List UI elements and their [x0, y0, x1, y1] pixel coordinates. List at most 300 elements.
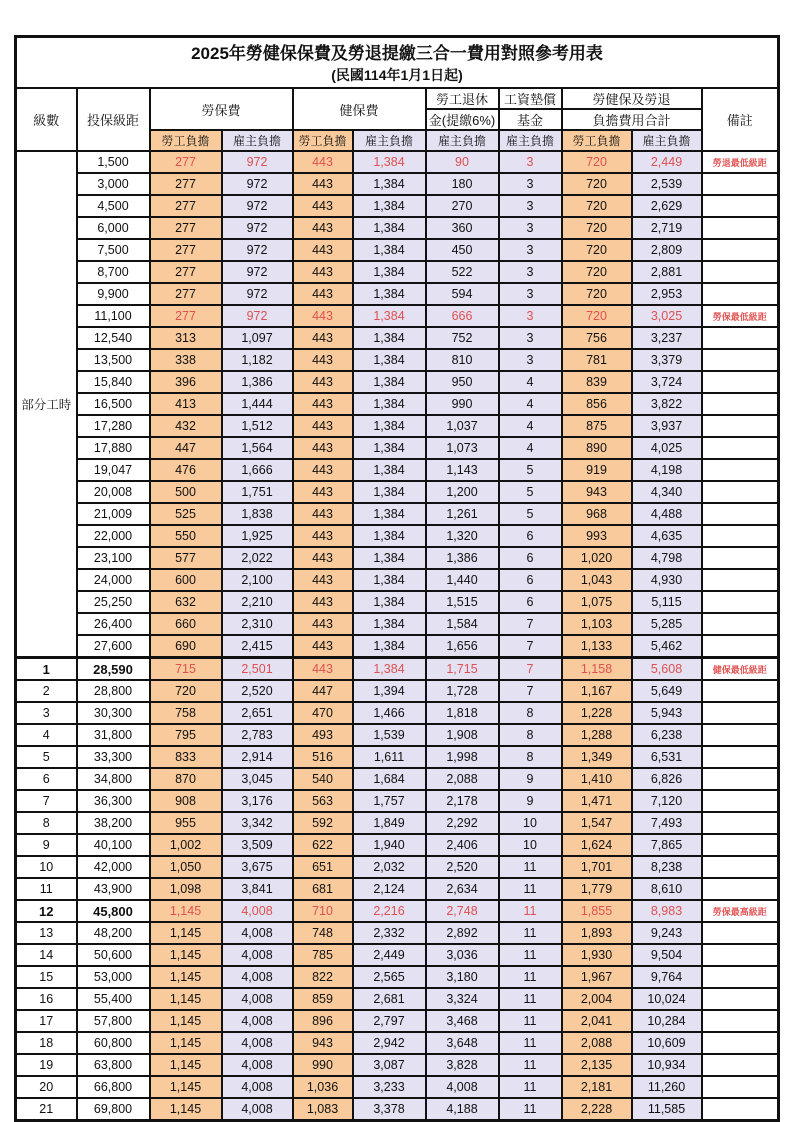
value-cell: 3,176: [222, 790, 293, 812]
bracket-cell: 1,500: [77, 151, 150, 173]
subheader-health-employee: 勞工負擔: [293, 130, 353, 151]
note-cell: [702, 635, 779, 658]
value-cell: 4,008: [222, 1098, 293, 1121]
value-cell: 338: [150, 349, 222, 371]
value-cell: 3,675: [222, 856, 293, 878]
value-cell: 2,539: [632, 173, 702, 195]
value-cell: 516: [293, 746, 353, 768]
value-cell: 990: [426, 393, 499, 415]
value-cell: 6: [499, 569, 562, 591]
bracket-cell: 17,880: [77, 437, 150, 459]
bracket-cell: 11,100: [77, 305, 150, 327]
value-cell: 2,449: [353, 944, 426, 966]
value-cell: 3: [499, 349, 562, 371]
value-cell: 810: [426, 349, 499, 371]
value-cell: 1,656: [426, 635, 499, 658]
header-level: 級數: [16, 88, 77, 151]
value-cell: 1,701: [562, 856, 632, 878]
value-cell: 972: [222, 217, 293, 239]
value-cell: 720: [562, 217, 632, 239]
value-cell: 720: [562, 173, 632, 195]
value-cell: 11: [499, 1076, 562, 1098]
value-cell: 443: [293, 437, 353, 459]
value-cell: 432: [150, 415, 222, 437]
value-cell: 4,008: [222, 988, 293, 1010]
value-cell: 10,024: [632, 988, 702, 1010]
value-cell: 2,032: [353, 856, 426, 878]
bracket-cell: 6,000: [77, 217, 150, 239]
value-cell: 1,384: [353, 459, 426, 481]
table-row: [16, 283, 779, 305]
value-cell: 870: [150, 768, 222, 790]
value-cell: 972: [222, 305, 293, 327]
value-cell: 11,260: [632, 1076, 702, 1098]
value-cell: 2,892: [426, 922, 499, 944]
value-cell: 522: [426, 261, 499, 283]
bracket-cell: 31,800: [77, 724, 150, 746]
value-cell: 1,384: [353, 658, 426, 681]
value-cell: 1,779: [562, 878, 632, 900]
value-cell: 715: [150, 658, 222, 681]
value-cell: 1,998: [426, 746, 499, 768]
value-cell: 1,666: [222, 459, 293, 481]
bracket-cell: 48,200: [77, 922, 150, 944]
subheader-pension-employer: 雇主負擔: [426, 130, 499, 151]
header-bracket: 投保級距: [77, 88, 150, 151]
value-cell: 3,025: [632, 305, 702, 327]
value-cell: 1,818: [426, 702, 499, 724]
value-cell: 3,841: [222, 878, 293, 900]
bracket-cell: 50,600: [77, 944, 150, 966]
value-cell: 1,539: [353, 724, 426, 746]
value-cell: 4,008: [222, 1032, 293, 1054]
value-cell: 2,310: [222, 613, 293, 635]
value-cell: 3,180: [426, 966, 499, 988]
value-cell: 2,181: [562, 1076, 632, 1098]
value-cell: 4,008: [222, 1054, 293, 1076]
value-cell: 180: [426, 173, 499, 195]
value-cell: 651: [293, 856, 353, 878]
value-cell: 720: [562, 151, 632, 173]
note-cell: [702, 415, 779, 437]
value-cell: 833: [150, 746, 222, 768]
value-cell: 943: [562, 481, 632, 503]
value-cell: 666: [426, 305, 499, 327]
bracket-cell: 42,000: [77, 856, 150, 878]
value-cell: 1,384: [353, 217, 426, 239]
value-cell: 3: [499, 261, 562, 283]
note-cell: [702, 239, 779, 261]
bracket-cell: 15,840: [77, 371, 150, 393]
value-cell: 1,728: [426, 680, 499, 702]
value-cell: 10: [499, 834, 562, 856]
value-cell: 2,210: [222, 591, 293, 613]
level-cell: 2: [16, 680, 77, 702]
bracket-cell: 55,400: [77, 988, 150, 1010]
value-cell: 7,493: [632, 812, 702, 834]
value-cell: 3,045: [222, 768, 293, 790]
value-cell: 720: [562, 195, 632, 217]
value-cell: 2,501: [222, 658, 293, 681]
value-cell: 2,292: [426, 812, 499, 834]
value-cell: 4,025: [632, 437, 702, 459]
value-cell: 1,145: [150, 988, 222, 1010]
header-pension-line1: 勞工退休: [426, 88, 499, 109]
bracket-cell: 8,700: [77, 261, 150, 283]
note-cell: [702, 1032, 779, 1054]
value-cell: 1,384: [353, 173, 426, 195]
value-cell: 993: [562, 525, 632, 547]
value-cell: 500: [150, 481, 222, 503]
value-cell: 1,715: [426, 658, 499, 681]
value-cell: 972: [222, 195, 293, 217]
value-cell: 3: [499, 217, 562, 239]
value-cell: 752: [426, 327, 499, 349]
value-cell: 7: [499, 658, 562, 681]
value-cell: 443: [293, 305, 353, 327]
value-cell: 540: [293, 768, 353, 790]
value-cell: 1,967: [562, 966, 632, 988]
value-cell: 1,145: [150, 1076, 222, 1098]
value-cell: 1,611: [353, 746, 426, 768]
note-cell: 勞保最低級距: [702, 305, 779, 327]
bracket-cell: 28,800: [77, 680, 150, 702]
note-cell: [702, 768, 779, 790]
header-total-line1: 勞健保及勞退: [562, 88, 702, 109]
value-cell: 1,384: [353, 613, 426, 635]
value-cell: 681: [293, 878, 353, 900]
value-cell: 632: [150, 591, 222, 613]
note-cell: [702, 878, 779, 900]
bracket-cell: 3,000: [77, 173, 150, 195]
value-cell: 5,608: [632, 658, 702, 681]
level-cell: 7: [16, 790, 77, 812]
value-cell: 443: [293, 217, 353, 239]
table-row: [16, 1010, 779, 1032]
value-cell: 3: [499, 195, 562, 217]
value-cell: 10,284: [632, 1010, 702, 1032]
value-cell: 3,233: [353, 1076, 426, 1098]
value-cell: 2,449: [632, 151, 702, 173]
table-row: [16, 768, 779, 790]
note-cell: [702, 944, 779, 966]
value-cell: 1,349: [562, 746, 632, 768]
value-cell: 5: [499, 481, 562, 503]
value-cell: 11: [499, 1010, 562, 1032]
value-cell: 9,504: [632, 944, 702, 966]
value-cell: 1,547: [562, 812, 632, 834]
value-cell: 3,648: [426, 1032, 499, 1054]
value-cell: 2,942: [353, 1032, 426, 1054]
value-cell: 525: [150, 503, 222, 525]
value-cell: 470: [293, 702, 353, 724]
value-cell: 943: [293, 1032, 353, 1054]
value-cell: 3: [499, 305, 562, 327]
note-cell: [702, 217, 779, 239]
value-cell: 1,145: [150, 1054, 222, 1076]
value-cell: 1,384: [353, 195, 426, 217]
bracket-cell: 4,500: [77, 195, 150, 217]
value-cell: 2,406: [426, 834, 499, 856]
value-cell: 3: [499, 173, 562, 195]
value-cell: 3,342: [222, 812, 293, 834]
note-cell: [702, 547, 779, 569]
bracket-cell: 12,540: [77, 327, 150, 349]
subheader-total-employee: 勞工負擔: [562, 130, 632, 151]
value-cell: 11: [499, 922, 562, 944]
note-cell: [702, 724, 779, 746]
table-row: [16, 635, 779, 658]
table-row: [16, 856, 779, 878]
value-cell: 2,629: [632, 195, 702, 217]
value-cell: 720: [562, 283, 632, 305]
value-cell: 968: [562, 503, 632, 525]
value-cell: 1,893: [562, 922, 632, 944]
page-subtitle: (民國114年1月1日起): [331, 67, 463, 84]
value-cell: 550: [150, 525, 222, 547]
part-time-group-cell: 部分工時: [16, 151, 77, 658]
value-cell: 1,384: [353, 349, 426, 371]
note-cell: [702, 437, 779, 459]
value-cell: 443: [293, 658, 353, 681]
value-cell: 11: [499, 1098, 562, 1121]
header-pension-line2: 金(提繳6%): [426, 109, 499, 130]
note-cell: [702, 283, 779, 305]
bracket-cell: 60,800: [77, 1032, 150, 1054]
value-cell: 11: [499, 988, 562, 1010]
table-row: [16, 327, 779, 349]
value-cell: 443: [293, 151, 353, 173]
value-cell: 1,133: [562, 635, 632, 658]
table-row: [16, 547, 779, 569]
bracket-cell: 13,500: [77, 349, 150, 371]
value-cell: 450: [426, 239, 499, 261]
bracket-cell: 40,100: [77, 834, 150, 856]
value-cell: 6: [499, 591, 562, 613]
subheader-labor-employee: 勞工負擔: [150, 130, 222, 151]
value-cell: 720: [562, 261, 632, 283]
note-cell: [702, 922, 779, 944]
value-cell: 4,340: [632, 481, 702, 503]
value-cell: 5,115: [632, 591, 702, 613]
value-cell: 11: [499, 944, 562, 966]
header-labor-insurance: 勞保費: [150, 88, 293, 130]
table-row: [16, 613, 779, 635]
value-cell: 1,098: [150, 878, 222, 900]
value-cell: 1,037: [426, 415, 499, 437]
value-cell: 6,531: [632, 746, 702, 768]
bracket-cell: 28,590: [77, 658, 150, 681]
value-cell: 277: [150, 239, 222, 261]
bracket-cell: 45,800: [77, 900, 150, 922]
value-cell: 1,564: [222, 437, 293, 459]
value-cell: 990: [293, 1054, 353, 1076]
subheader-total-employer: 雇主負擔: [632, 130, 702, 151]
value-cell: 3: [499, 239, 562, 261]
value-cell: 908: [150, 790, 222, 812]
value-cell: 443: [293, 327, 353, 349]
note-cell: [702, 327, 779, 349]
table-row: [16, 569, 779, 591]
value-cell: 2,719: [632, 217, 702, 239]
value-cell: 277: [150, 151, 222, 173]
value-cell: 277: [150, 195, 222, 217]
value-cell: 1,384: [353, 371, 426, 393]
value-cell: 1,288: [562, 724, 632, 746]
value-cell: 4,798: [632, 547, 702, 569]
note-cell: [702, 503, 779, 525]
value-cell: 3,468: [426, 1010, 499, 1032]
table-row: [16, 702, 779, 724]
table-row: [16, 944, 779, 966]
value-cell: 443: [293, 239, 353, 261]
header-health-insurance: 健保費: [293, 88, 426, 130]
value-cell: 720: [150, 680, 222, 702]
value-cell: 1,200: [426, 481, 499, 503]
note-cell: [702, 613, 779, 635]
value-cell: 277: [150, 283, 222, 305]
level-cell: 15: [16, 966, 77, 988]
note-cell: [702, 1098, 779, 1121]
value-cell: 3,237: [632, 327, 702, 349]
value-cell: 443: [293, 635, 353, 658]
header-wage-fund-line2: 基金: [499, 109, 562, 130]
value-cell: 10,934: [632, 1054, 702, 1076]
bracket-cell: 36,300: [77, 790, 150, 812]
value-cell: 1,930: [562, 944, 632, 966]
value-cell: 839: [562, 371, 632, 393]
level-cell: 12: [16, 900, 77, 922]
value-cell: 1,384: [353, 393, 426, 415]
value-cell: 1,043: [562, 569, 632, 591]
value-cell: 443: [293, 525, 353, 547]
value-cell: 3,937: [632, 415, 702, 437]
level-cell: 13: [16, 922, 77, 944]
value-cell: 8,610: [632, 878, 702, 900]
value-cell: 90: [426, 151, 499, 173]
value-cell: 7: [499, 680, 562, 702]
value-cell: 1,855: [562, 900, 632, 922]
value-cell: 443: [293, 613, 353, 635]
reference-table-sheet: [14, 35, 780, 1122]
value-cell: 443: [293, 371, 353, 393]
value-cell: 1,143: [426, 459, 499, 481]
value-cell: 11: [499, 856, 562, 878]
value-cell: 443: [293, 261, 353, 283]
value-cell: 3,828: [426, 1054, 499, 1076]
note-cell: [702, 569, 779, 591]
note-cell: [702, 702, 779, 724]
value-cell: 1,384: [353, 525, 426, 547]
value-cell: 1,624: [562, 834, 632, 856]
value-cell: 11,585: [632, 1098, 702, 1121]
value-cell: 2,881: [632, 261, 702, 283]
note-cell: [702, 834, 779, 856]
value-cell: 1,020: [562, 547, 632, 569]
table-row: [16, 151, 779, 173]
title-block: [16, 37, 779, 89]
value-cell: 972: [222, 261, 293, 283]
value-cell: 360: [426, 217, 499, 239]
value-cell: 8: [499, 702, 562, 724]
value-cell: 875: [562, 415, 632, 437]
note-cell: [702, 790, 779, 812]
value-cell: 277: [150, 261, 222, 283]
value-cell: 3,724: [632, 371, 702, 393]
value-cell: 1,384: [353, 569, 426, 591]
value-cell: 476: [150, 459, 222, 481]
bracket-cell: 25,250: [77, 591, 150, 613]
value-cell: 1,386: [426, 547, 499, 569]
value-cell: 3,324: [426, 988, 499, 1010]
note-cell: [702, 525, 779, 547]
value-cell: 4: [499, 437, 562, 459]
value-cell: 720: [562, 239, 632, 261]
note-cell: [702, 1054, 779, 1076]
table-row: [16, 239, 779, 261]
value-cell: 1,940: [353, 834, 426, 856]
table-row: [16, 525, 779, 547]
value-cell: 9: [499, 768, 562, 790]
table-row: [16, 173, 779, 195]
header-group-row-1: [16, 88, 779, 109]
value-cell: 1,320: [426, 525, 499, 547]
bracket-cell: 43,900: [77, 878, 150, 900]
bracket-cell: 20,008: [77, 481, 150, 503]
table-row: [16, 658, 779, 681]
level-cell: 11: [16, 878, 77, 900]
value-cell: 5: [499, 503, 562, 525]
level-cell: 10: [16, 856, 77, 878]
header-note: 備註: [702, 88, 779, 151]
value-cell: 785: [293, 944, 353, 966]
note-cell: [702, 591, 779, 613]
table-row: [16, 415, 779, 437]
value-cell: 1,228: [562, 702, 632, 724]
value-cell: 622: [293, 834, 353, 856]
value-cell: 2,651: [222, 702, 293, 724]
table-row: [16, 878, 779, 900]
value-cell: 11: [499, 966, 562, 988]
value-cell: 5,649: [632, 680, 702, 702]
value-cell: 972: [222, 173, 293, 195]
value-cell: 2,216: [353, 900, 426, 922]
note-cell: [702, 812, 779, 834]
value-cell: 1,751: [222, 481, 293, 503]
bracket-cell: 63,800: [77, 1054, 150, 1076]
level-cell: 21: [16, 1098, 77, 1121]
value-cell: 1,384: [353, 415, 426, 437]
level-cell: 14: [16, 944, 77, 966]
value-cell: 3: [499, 151, 562, 173]
value-cell: 5,462: [632, 635, 702, 658]
header-wage-fund-line1: 工資墊償: [499, 88, 562, 109]
value-cell: 1,158: [562, 658, 632, 681]
bracket-cell: 26,400: [77, 613, 150, 635]
value-cell: 8,983: [632, 900, 702, 922]
value-cell: 7,120: [632, 790, 702, 812]
level-cell: 9: [16, 834, 77, 856]
value-cell: 8: [499, 724, 562, 746]
value-cell: 443: [293, 481, 353, 503]
value-cell: 3: [499, 327, 562, 349]
title-row: [16, 37, 779, 89]
value-cell: 2,520: [426, 856, 499, 878]
value-cell: 1,145: [150, 1098, 222, 1121]
bracket-cell: 22,000: [77, 525, 150, 547]
bracket-cell: 53,000: [77, 966, 150, 988]
value-cell: 1,471: [562, 790, 632, 812]
